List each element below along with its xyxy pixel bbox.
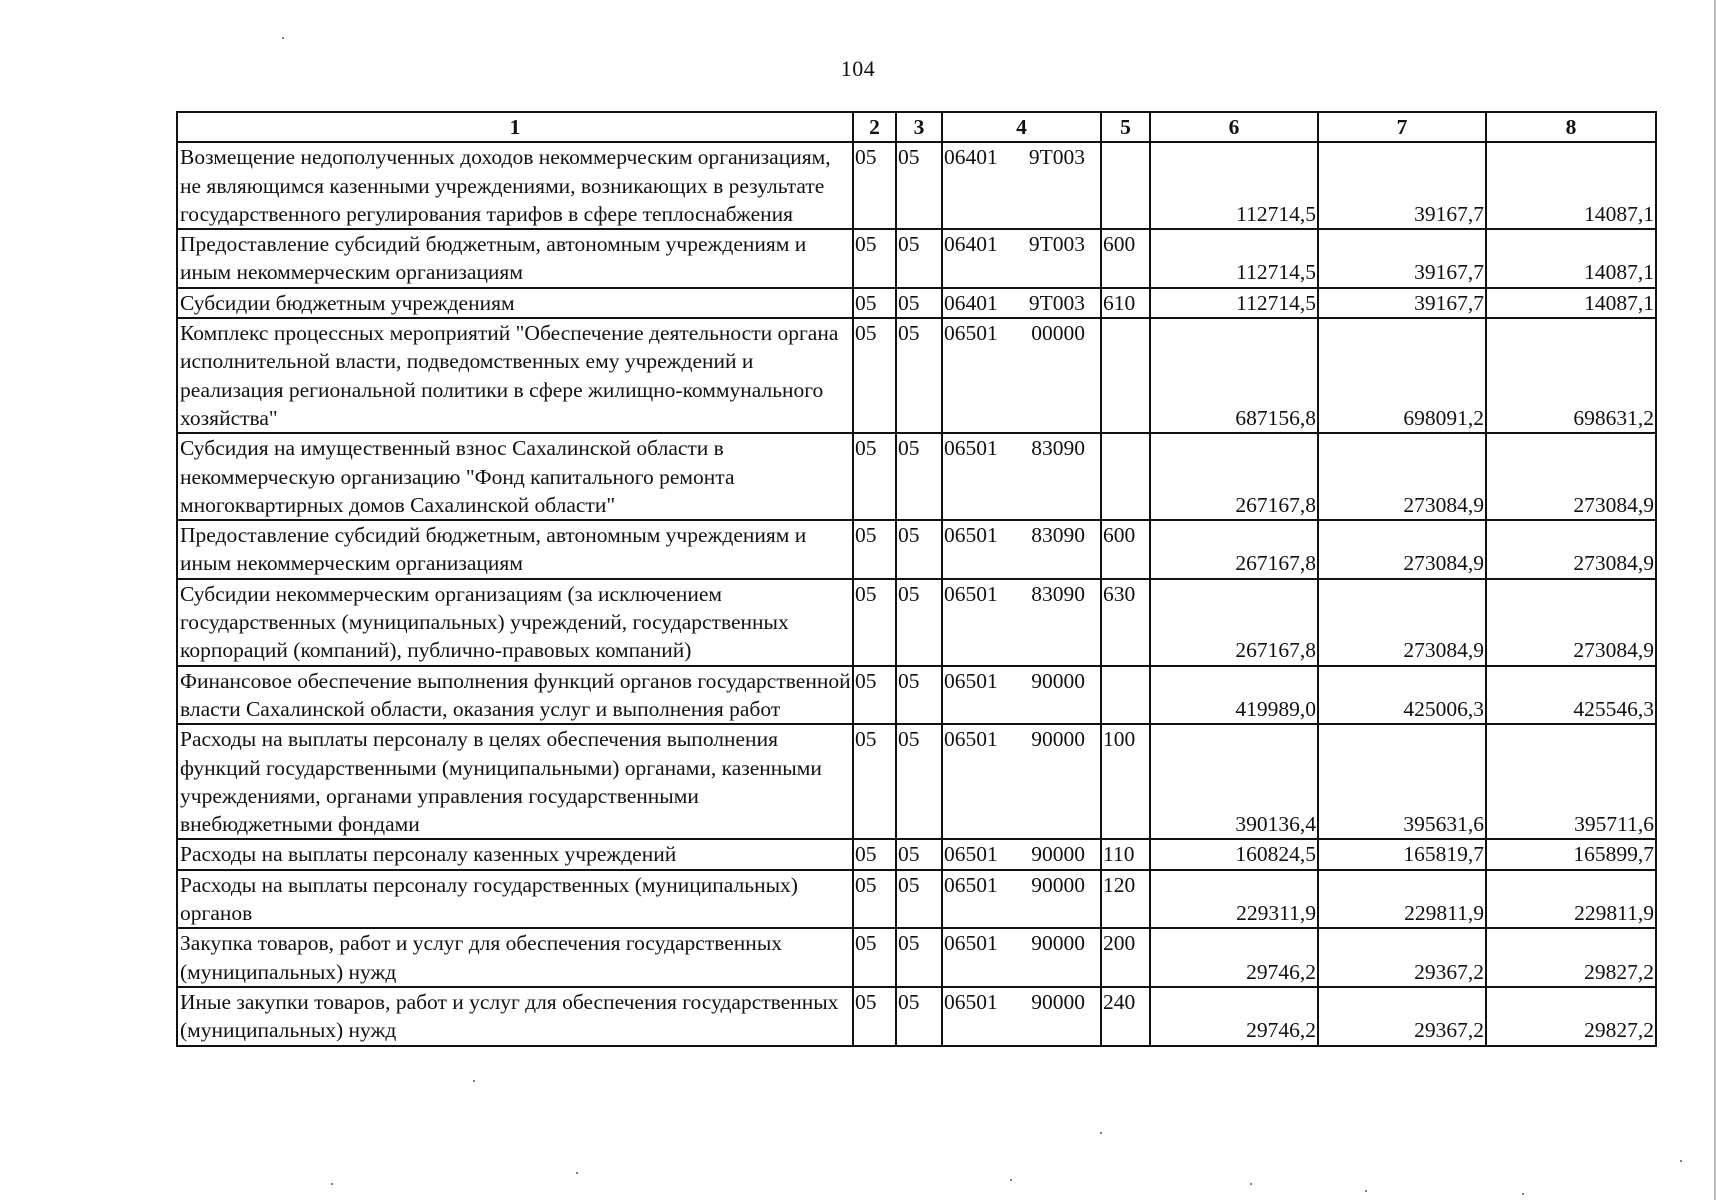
table-row [177,928,1656,987]
row-csr-code [944,929,1099,957]
row-vr-cell [1101,433,1150,520]
row-csr-code [944,988,1099,1016]
row-name-cell: Расходы на выплаты персоналу казенных учреждений [177,839,853,869]
row-value-col7: 29367,2 [1318,928,1486,987]
row-csr-direction: 9Т003 [1028,145,1085,170]
table-body [177,142,1656,1045]
row-csr-direction: 83090 [1031,523,1085,548]
table-row [177,666,1656,725]
scan-speck [473,1080,475,1082]
row-rz-cell: 05 [853,520,896,579]
row-vr-cell: 120 [1101,870,1150,929]
row-csr-code [944,580,1099,608]
row-csr-cell [942,928,1101,987]
row-pr-cell: 05 [896,987,942,1046]
row-csr-cell [942,288,1101,318]
row-csr-cell [942,666,1101,725]
scan-speck [1680,1160,1682,1162]
row-csr-program: 06501 [944,931,998,956]
scan-speck [282,37,284,39]
row-csr-cell [942,579,1101,666]
row-csr-direction: 83090 [1031,436,1085,461]
row-csr-direction: 90000 [1031,872,1085,897]
row-csr-direction: 00000 [1031,321,1085,346]
row-name-cell: Субсидии некоммерческим организациям (за исключением государственных (муниципальных) учреждений, государственных корпораций (компаний), публично-правовых компаний) [177,579,853,666]
header-col-5: 5 [1101,112,1150,142]
row-csr-program: 06501 [944,321,998,346]
row-value-col6: 267167,8 [1150,433,1318,520]
row-value-col7: 698091,2 [1318,318,1486,433]
row-name-cell: Финансовое обеспечение выполнения функций органов государственной власти Сахалинской области, оказания услуг и выполнения работ [177,666,853,725]
row-pr-cell: 05 [896,288,942,318]
row-csr-code [944,667,1099,695]
header-col-7: 7 [1318,112,1486,142]
row-vr-cell: 600 [1101,520,1150,579]
row-csr-code [944,143,1099,171]
row-csr-direction: 90000 [1031,668,1085,693]
row-value-col8: 425546,3 [1486,666,1656,725]
row-name-cell: Возмещение недополученных доходов некоммерческим организациям, не являющимся казенными учреждениями, возникающих в результате государственного регулирования тарифов в сфере теплоснабжения [177,142,853,229]
row-rz-cell: 05 [853,318,896,433]
row-csr-cell [942,724,1101,839]
row-value-col7: 273084,9 [1318,520,1486,579]
row-value-col8: 29827,2 [1486,928,1656,987]
scan-speck [1365,1190,1367,1192]
row-pr-cell: 05 [896,229,942,288]
row-csr-code [944,871,1099,899]
row-csr-direction: 90000 [1031,989,1085,1014]
row-rz-cell: 05 [853,579,896,666]
table-row [177,229,1656,288]
row-value-col8: 14087,1 [1486,288,1656,318]
row-value-col6: 160824,5 [1150,839,1318,869]
row-vr-cell: 110 [1101,839,1150,869]
header-col-6: 6 [1150,112,1318,142]
row-rz-cell: 05 [853,142,896,229]
row-csr-cell [942,318,1101,433]
row-vr-cell [1101,318,1150,433]
row-value-col8: 395711,6 [1486,724,1656,839]
table-row [177,288,1656,318]
row-value-col6: 687156,8 [1150,318,1318,433]
row-value-col8: 273084,9 [1486,433,1656,520]
row-pr-cell: 05 [896,520,942,579]
row-csr-program: 06401 [944,290,998,315]
row-pr-cell: 05 [896,870,942,929]
row-pr-cell: 05 [896,724,942,839]
row-value-col7: 39167,7 [1318,288,1486,318]
row-vr-cell: 100 [1101,724,1150,839]
row-name-cell: Предоставление субсидий бюджетным, автономным учреждениям и иным некоммерческим организациям [177,229,853,288]
row-value-col8: 273084,9 [1486,520,1656,579]
row-vr-cell [1101,666,1150,725]
row-name-cell: Расходы на выплаты персоналу государственных (муниципальных) органов [177,870,853,929]
row-rz-cell: 05 [853,666,896,725]
row-rz-cell: 05 [853,987,896,1046]
row-csr-direction: 9Т003 [1028,232,1085,257]
row-value-col6: 112714,5 [1150,288,1318,318]
row-csr-program: 06501 [944,842,998,867]
row-csr-program: 06501 [944,989,998,1014]
row-name-cell: Субсидия на имущественный взнос Сахалинской области в некоммерческую организацию "Фонд капитального ремонта многоквартирных домов Сахалинской области" [177,433,853,520]
header-row [177,112,1656,142]
row-csr-cell [942,142,1101,229]
row-csr-code [944,319,1099,347]
row-csr-program: 06501 [944,872,998,897]
row-csr-program: 06501 [944,436,998,461]
row-pr-cell: 05 [896,928,942,987]
header-col-1: 1 [177,112,853,142]
table-row [177,724,1656,839]
row-csr-cell [942,987,1101,1046]
row-csr-cell [942,433,1101,520]
row-csr-direction: 90000 [1031,727,1085,752]
row-csr-cell [942,520,1101,579]
row-pr-cell: 05 [896,318,942,433]
row-value-col6: 390136,4 [1150,724,1318,839]
row-value-col8: 29827,2 [1486,987,1656,1046]
table-header [177,112,1656,142]
row-value-col8: 698631,2 [1486,318,1656,433]
row-value-col7: 29367,2 [1318,987,1486,1046]
scan-speck [1250,1183,1252,1185]
row-csr-direction: 83090 [1031,581,1085,606]
table-row [177,318,1656,433]
budget-table [176,111,1657,1047]
header-col-4: 4 [942,112,1101,142]
row-pr-cell: 05 [896,142,942,229]
row-csr-cell [942,229,1101,288]
row-name-cell: Предоставление субсидий бюджетным, автономным учреждениям и иным некоммерческим организациям [177,520,853,579]
row-rz-cell: 05 [853,928,896,987]
row-rz-cell: 05 [853,288,896,318]
row-csr-program: 06501 [944,727,998,752]
scan-speck [576,1172,578,1174]
row-vr-cell: 610 [1101,288,1150,318]
row-pr-cell: 05 [896,579,942,666]
row-rz-cell: 05 [853,433,896,520]
row-rz-cell: 05 [853,870,896,929]
row-value-col6: 419989,0 [1150,666,1318,725]
row-rz-cell: 05 [853,229,896,288]
row-csr-code [944,230,1099,258]
table-row [177,987,1656,1046]
row-value-col6: 267167,8 [1150,579,1318,666]
row-value-col7: 395631,6 [1318,724,1486,839]
row-rz-cell: 05 [853,839,896,869]
row-pr-cell: 05 [896,433,942,520]
header-col-2: 2 [853,112,896,142]
row-name-cell: Иные закупки товаров, работ и услуг для обеспечения государственных (муниципальных) нужд [177,987,853,1046]
row-rz-cell: 05 [853,724,896,839]
scan-speck [331,1183,333,1185]
table-row [177,579,1656,666]
page-number: 104 [840,56,876,81]
row-vr-cell: 600 [1101,229,1150,288]
row-name-cell: Комплекс процессных мероприятий "Обеспечение деятельности органа исполнительной власти, подведомственных ему учреждений и реализация региональной политики в сфере жилищно-коммунального хозяйства" [177,318,853,433]
row-value-col8: 165899,7 [1486,839,1656,869]
row-csr-direction: 90000 [1031,931,1085,956]
row-csr-code [944,840,1099,868]
row-csr-program: 06401 [944,145,998,170]
row-csr-code [944,725,1099,753]
row-value-col7: 39167,7 [1318,142,1486,229]
row-csr-direction: 9Т003 [1028,290,1085,315]
scan-speck [1100,1132,1102,1134]
row-value-col7: 165819,7 [1318,839,1486,869]
row-value-col6: 29746,2 [1150,987,1318,1046]
row-csr-direction: 90000 [1031,842,1085,867]
row-value-col8: 273084,9 [1486,579,1656,666]
row-name-cell: Субсидии бюджетным учреждениям [177,288,853,318]
table-row [177,839,1656,869]
row-value-col8: 14087,1 [1486,229,1656,288]
row-value-col8: 14087,1 [1486,142,1656,229]
row-value-col6: 229311,9 [1150,870,1318,929]
row-csr-program: 06501 [944,523,998,548]
row-csr-code [944,289,1099,317]
row-name-cell: Расходы на выплаты персоналу в целях обеспечения выполнения функций государственными (муниципальными) органами, казенными учреждениями, органами управления государственными внебюджетными фондами [177,724,853,839]
row-value-col6: 29746,2 [1150,928,1318,987]
row-pr-cell: 05 [896,666,942,725]
header-col-3: 3 [896,112,942,142]
row-csr-program: 06501 [944,581,998,606]
row-vr-cell [1101,142,1150,229]
row-value-col6: 112714,5 [1150,142,1318,229]
row-csr-cell [942,839,1101,869]
row-vr-cell: 630 [1101,579,1150,666]
row-value-col8: 229811,9 [1486,870,1656,929]
scan-speck [1522,1193,1524,1195]
row-csr-program: 06501 [944,668,998,693]
header-col-8: 8 [1486,112,1656,142]
row-value-col7: 273084,9 [1318,579,1486,666]
row-csr-cell [942,870,1101,929]
table-row [177,870,1656,929]
row-value-col7: 273084,9 [1318,433,1486,520]
row-csr-program: 06401 [944,232,998,257]
table-row [177,520,1656,579]
row-value-col6: 267167,8 [1150,520,1318,579]
row-pr-cell: 05 [896,839,942,869]
row-value-col6: 112714,5 [1150,229,1318,288]
row-value-col7: 425006,3 [1318,666,1486,725]
row-name-cell: Закупка товаров, работ и услуг для обеспечения государственных (муниципальных) нужд [177,928,853,987]
row-csr-code [944,521,1099,549]
row-vr-cell: 240 [1101,987,1150,1046]
scan-speck [1010,1179,1012,1181]
table-row [177,433,1656,520]
row-value-col7: 229811,9 [1318,870,1486,929]
row-csr-code [944,434,1099,462]
row-vr-cell: 200 [1101,928,1150,987]
row-value-col7: 39167,7 [1318,229,1486,288]
table-row [177,142,1656,229]
